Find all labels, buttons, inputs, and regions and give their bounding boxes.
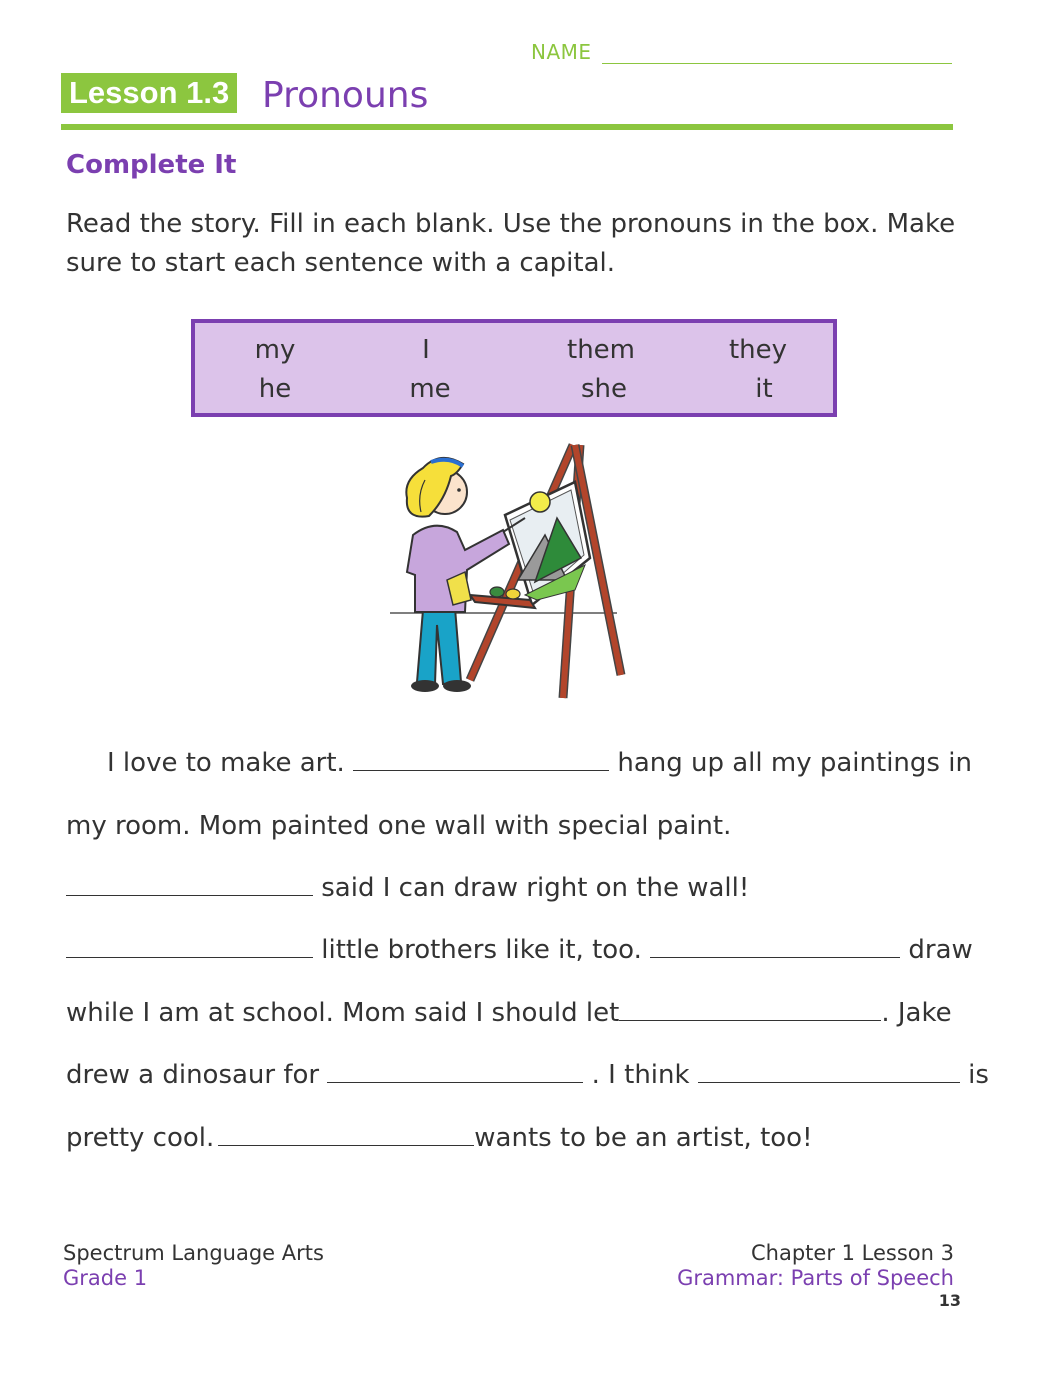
word-he: he (258, 374, 292, 404)
story-text: draw (908, 935, 973, 965)
story-text: drew a dinosaur for (66, 1060, 320, 1090)
section-title: Complete It (66, 150, 237, 180)
answer-blank-6[interactable] (327, 1060, 583, 1083)
story-text: I love to make art. (107, 748, 345, 778)
story-text: while I am at school. Mom said I should let (66, 998, 620, 1028)
name-label: NAME (531, 40, 592, 64)
header-divider (61, 124, 953, 130)
instructions-line-1: Read the story. Fill in each blank. Use the pronouns in the box. Make (66, 209, 956, 239)
instructions-line-2: sure to start each sentence with a capital. (66, 248, 615, 278)
footer-book-title: Spectrum Language Arts (63, 1241, 324, 1265)
story-line-5 (66, 998, 952, 1028)
word-them: them (567, 335, 635, 365)
page-number: 13 (938, 1291, 961, 1310)
word-they: they (728, 335, 788, 365)
footer-topic: Grammar: Parts of Speech (677, 1266, 954, 1290)
word-she: she (580, 374, 628, 404)
name-blank-line[interactable] (602, 41, 952, 64)
word-me: me (409, 374, 451, 404)
answer-blank-3[interactable] (66, 935, 313, 958)
footer-grade: Grade 1 (63, 1266, 148, 1290)
answer-blank-8[interactable] (218, 1123, 474, 1146)
story-line-6 (66, 1060, 989, 1090)
girl-painting-illustration (385, 440, 635, 705)
lesson-title: Pronouns (262, 75, 429, 116)
lesson-badge: Lesson 1.3 (61, 73, 237, 113)
footer-chapter: Chapter 1 Lesson 3 (751, 1241, 954, 1265)
answer-blank-2[interactable] (66, 873, 313, 896)
story-text: . Jake (881, 998, 952, 1028)
story-text: pretty cool. (66, 1123, 215, 1153)
answer-blank-7[interactable] (698, 1060, 960, 1083)
word-my: my (254, 335, 296, 365)
story-text: said I can draw right on the wall! (321, 873, 750, 903)
word-i: I (422, 335, 430, 365)
answer-blank-5[interactable] (619, 998, 881, 1021)
story-line-7 (66, 1123, 813, 1153)
story-line-2 (66, 811, 731, 841)
story-text: . I think (591, 1060, 690, 1090)
word-it: it (755, 374, 773, 404)
name-field (531, 40, 952, 64)
story-text: is (968, 1060, 989, 1090)
answer-blank-4[interactable] (650, 935, 900, 958)
answer-blank-1[interactable] (353, 748, 609, 771)
story-text: my room. Mom painted one wall with special paint. (66, 811, 732, 841)
pronoun-word-box (191, 319, 837, 417)
story-line-1 (107, 748, 972, 778)
story-text: little brothers like it, too. (321, 935, 642, 965)
story-text: wants to be an artist, too! (474, 1123, 813, 1153)
story-line-4 (66, 935, 973, 965)
instructions (66, 205, 966, 283)
story-text: hang up all my paintings in (617, 748, 972, 778)
story-line-3 (66, 873, 749, 903)
